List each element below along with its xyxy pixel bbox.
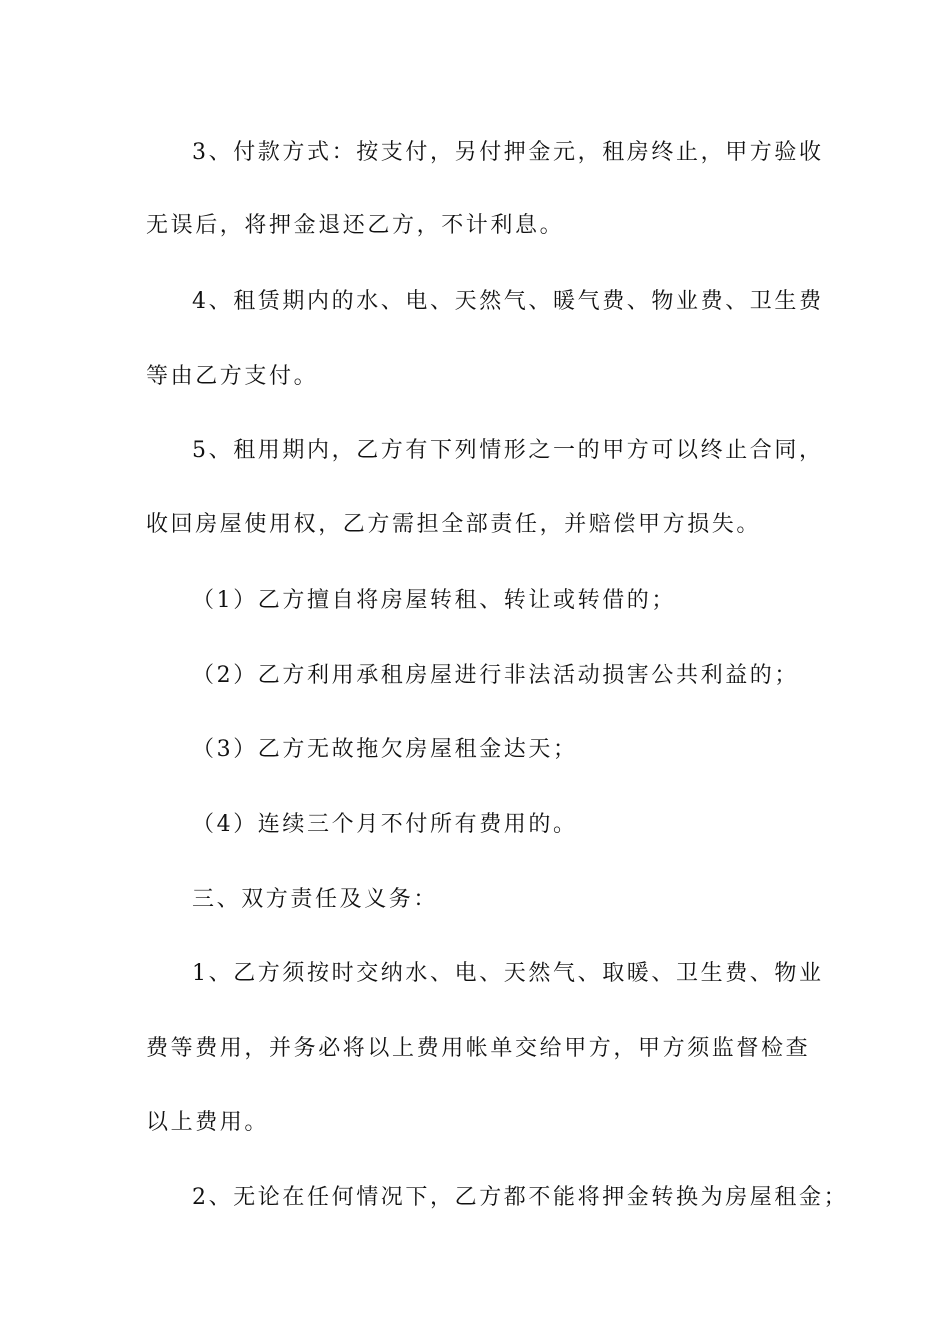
paragraph-5-line-1: 5、租用期内，乙方有下列情形之一的甲方可以终止合同， bbox=[192, 438, 824, 463]
clause-4: （4）连续三个月不付所有费用的。 bbox=[192, 812, 578, 837]
paragraph-3-line-1: 3、付款方式：按支付，另付押金元，租房终止，甲方验收 bbox=[192, 140, 824, 165]
duty-1-line-2: 费等费用，并务必将以上费用帐单交给甲方，甲方须监督检查 bbox=[146, 1036, 811, 1061]
duty-2-line-1: 2、无论在任何情况下，乙方都不能将押金转换为房屋租金； bbox=[192, 1185, 849, 1210]
duty-1-line-3: 以上费用。 bbox=[146, 1110, 270, 1135]
section-heading: 三、双方责任及义务： bbox=[192, 887, 439, 912]
clause-1: （1）乙方擅自将房屋转租、转让或转借的； bbox=[192, 588, 676, 613]
clause-2: （2）乙方利用承租房屋进行非法活动损害公共利益的； bbox=[192, 663, 799, 688]
paragraph-3-line-2: 无误后，将押金退还乙方，不计利息。 bbox=[146, 213, 565, 238]
clause-3: （3）乙方无故拖欠房屋租金达天； bbox=[192, 737, 578, 762]
duty-1-line-1: 1、乙方须按时交纳水、电、天然气、取暖、卫生费、物业 bbox=[192, 961, 824, 986]
paragraph-4-line-1: 4、租赁期内的水、电、天然气、暖气费、物业费、卫生费 bbox=[192, 289, 824, 314]
paragraph-4-line-2: 等由乙方支付。 bbox=[146, 364, 319, 389]
paragraph-5-line-2: 收回房屋使用权，乙方需担全部责任，并赔偿甲方损失。 bbox=[146, 512, 762, 537]
